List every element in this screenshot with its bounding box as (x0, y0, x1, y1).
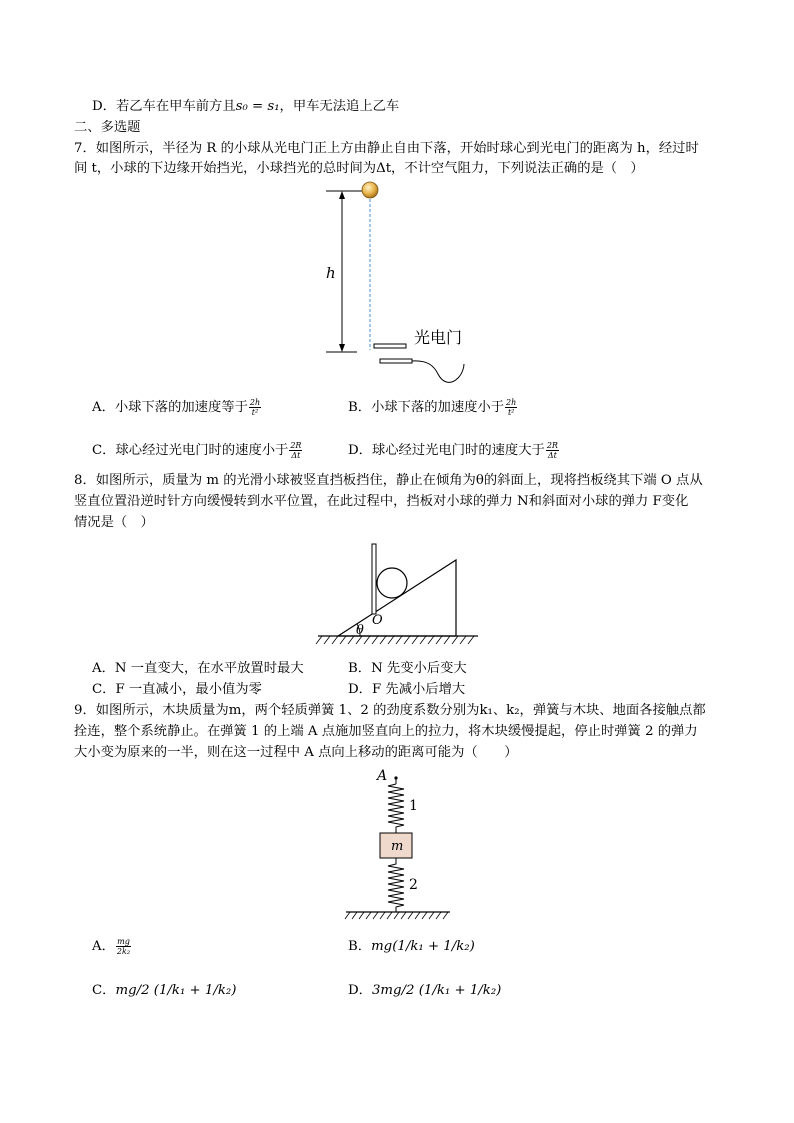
q8-stem-line-1: 8．如图所示，质量为 m 的光滑小球被竖直挡板挡住，静止在倾角为θ的斜面上，现将挡板绕其下端 O 点从 (74, 473, 703, 488)
q7-option-a-numerator: 2h (249, 398, 261, 407)
q9-ground-hatch (345, 912, 448, 919)
q9-option-a-denominator: 2k₂ (116, 947, 131, 956)
q9-option-d (348, 981, 501, 1001)
q7-option-d-fraction (546, 441, 559, 460)
q9-figure (340, 766, 460, 926)
q7-option-c-numerator: 2R (290, 441, 302, 450)
section-heading: 二、多选题 (74, 120, 141, 135)
q9-option-c-label: C． (92, 983, 116, 998)
q9-stem-line-3: 大小变为原来的一半，则在这一过程中 A 点向上移动的距离可能为（ ） (74, 745, 518, 760)
q9-stem-line-1: 9．如图所示，木块质量为m，两个轻质弹簧 1、2 的劲度系数分别为k₁、k₂，弹簧与木块、地面各接触点都 (74, 703, 706, 718)
q8-theta-label: θ (356, 623, 364, 638)
q8-option-d: D．F 先减小后增大 (348, 682, 466, 697)
q9-option-b (348, 937, 475, 957)
q7-option-c-fraction (289, 441, 302, 460)
q7-option-b-numerator: 2h (506, 398, 517, 407)
q6-option-d-prefix: D．若乙车在甲车前方且 (92, 99, 236, 114)
q8-figure (310, 538, 480, 650)
q9-spring-1 (388, 784, 404, 833)
q6-option-d (92, 97, 399, 117)
q7-ball (362, 182, 378, 198)
q9-option-b-expression: mg(1/k₁ + 1/k₂) (371, 939, 475, 954)
q7-stem-line-1: 7．如图所示，半径为 R 的小球从光电门正上方由静止自由下落，开始时球心到光电门的距离为 h，经过时 (74, 141, 699, 156)
q9-block-label: m (391, 839, 404, 854)
q7-option-d-denominator: Δt (547, 451, 557, 460)
q7-option-a-text: A．小球下落的加速度等于 (92, 400, 248, 415)
q9-spring-2-label: 2 (409, 877, 418, 893)
q9-stem-line-2: 拴连，整个系统静止。在弹簧 1 的上端 A 点施加竖直向上的拉力，将木块缓慢提起，停止时弹簧 2 的弹力 (74, 724, 698, 739)
q9-spring-1-label: 1 (409, 798, 418, 814)
q7-gate-lower (380, 359, 412, 363)
q8-baffle (372, 544, 376, 614)
q8-option-b: B．N 先变小后变大 (348, 661, 467, 676)
q7-option-c-text: C．球心经过光电门时的速度小于 (92, 443, 289, 458)
q7-height-label: h (326, 264, 336, 282)
q8-stem-line-2: 竖直位置沿逆时针方向缓慢转到水平位置，在此过程中，挡板对小球的弹力 N和斜面对小球的弹力 F变化 (74, 494, 689, 509)
q7-gate-label: 光电门 (414, 328, 463, 347)
q9-option-d-label: D． (348, 983, 372, 998)
q6-option-d-math: s₀ = s₁ (235, 99, 280, 114)
q7-gate-cable (412, 361, 464, 382)
q7-option-c (92, 441, 303, 461)
q8-stem-line-3: 情况是（ ） (74, 515, 154, 530)
q7-option-c-denominator: Δt (291, 451, 301, 460)
q9-spring-2 (388, 858, 404, 912)
q7-option-d-text: D．球心经过光电门时的速度大于 (348, 443, 545, 458)
q7-option-d (348, 441, 560, 461)
q9-option-a-label: A． (92, 939, 115, 954)
q9-option-a-numerator: mg (117, 937, 130, 946)
q7-stem-line-2: 间 t，小球的下边缘开始挡光，小球挡光的总时间为Δt，不计空气阻力，下列说法正确的是（ ） (74, 161, 644, 176)
q7-option-a (92, 398, 262, 418)
q9-option-b-label: B． (348, 939, 372, 954)
q7-option-b-denominator: t² (507, 408, 515, 417)
q9-option-c (92, 981, 236, 1001)
q8-ball (377, 568, 407, 598)
q8-option-a: A．N 一直变大，在水平放置时最大 (92, 661, 304, 676)
q8-ground-hatch (316, 636, 474, 644)
q7-option-a-fraction (249, 398, 261, 417)
q7-option-b-fraction (505, 398, 517, 417)
q8-option-c: C．F 一直减小，最小值为零 (92, 682, 262, 697)
q9-option-a (92, 937, 132, 957)
q7-figure (300, 178, 500, 388)
q7-option-b-text: B．小球下落的加速度小于 (348, 400, 505, 415)
q9-option-c-expression: mg/2 (1/k₁ + 1/k₂) (115, 983, 237, 998)
q9-point-a-label: A (377, 768, 388, 784)
q8-pivot-label: O (372, 613, 383, 628)
q7-option-d-numerator: 2R (546, 441, 558, 450)
q6-option-d-suffix: ，甲车无法追上乙车 (279, 99, 400, 114)
q7-gate-upper (374, 344, 406, 348)
q9-option-d-expression: 3mg/2 (1/k₁ + 1/k₂) (371, 983, 502, 998)
q7-option-b (348, 398, 518, 418)
q7-option-a-denominator: t² (251, 408, 259, 417)
q9-option-a-fraction (116, 937, 131, 956)
